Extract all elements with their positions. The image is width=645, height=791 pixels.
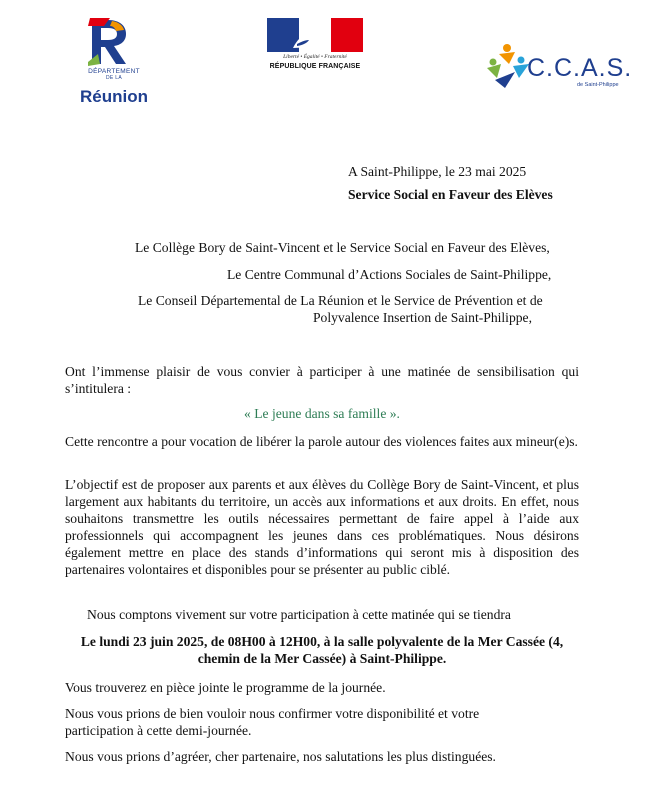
paragraph-attachment: Vous trouverez en pièce jointe le programme de la journée. <box>65 680 386 695</box>
event-date-line-1: Le lundi 23 juin 2025, de 08H00 à 12H00, à la salle polyvalente de la Mer Cassée (4, <box>80 634 564 649</box>
ccas-subtitle: de Saint-Philippe <box>577 82 619 88</box>
paragraph-objective: L’objectif est de proposer aux parents et aux élèves du Collège Bory de Saint-Vincent, et plus largement aux habitants du territoire, un accès aux informations et aux droits. En effet, nous souhaitons transmettre les outils nécessaires permettant de faire appel à l’aide aux professionnels qui accompagnent les jeunes dans ces problématiques. Nous désirons également mettre en place des stands d’informations qui seront mis à disposition des partenaires volontaires et disponibles pour se présenter au public ciblé. <box>65 477 579 577</box>
rf-motto: Liberté • Égalité • Fraternité <box>283 54 347 60</box>
event-date-line-2: chemin de la Mer Cassée) à Saint-Philippe. <box>197 651 447 666</box>
addressee-4: Polyvalence Insertion de Saint-Philippe, <box>313 310 532 325</box>
reunion-name: Réunion <box>80 87 148 106</box>
republique-francaise-logo <box>267 18 363 78</box>
reunion-department-logo <box>78 18 150 106</box>
ccas-people-icon <box>485 42 533 90</box>
ccas-logo <box>485 42 633 94</box>
marianne-flag-icon <box>267 18 363 52</box>
reunion-r-icon <box>86 18 130 68</box>
paragraph-purpose: Cette rencontre a pour vocation de libérer la parole autour des violences faites aux mineur(e)s. <box>65 434 578 449</box>
paragraph-confirm-2: participation à cette demi-journée. <box>65 723 252 738</box>
addressee-1: Le Collège Bory de Saint-Vincent et le Service Social en Faveur des Elèves, <box>135 240 550 255</box>
paragraph-confirm-1: Nous vous prions de bien vouloir nous confirmer votre disponibilité et votre <box>65 706 480 721</box>
department-label: DÉPARTEMENT DE LA <box>88 68 140 81</box>
closing-salutation: Nous vous prions d’agréer, cher partenaire, nos salutations les plus distinguées. <box>65 749 496 764</box>
addressee-3: Le Conseil Départemental de La Réunion et le Service de Prévention et de <box>138 293 543 308</box>
service-line: Service Social en Faveur des Elèves <box>348 187 553 202</box>
ccas-name: C.C.A.S. <box>527 54 633 82</box>
addressee-2: Le Centre Communal d’Actions Sociales de Saint-Philippe, <box>227 267 552 282</box>
place-date: A Saint-Philippe, le 23 mai 2025 <box>348 164 527 179</box>
paragraph-participation: Nous comptons vivement sur votre participation à cette matinée qui se tiendra <box>87 607 511 622</box>
rf-name: RÉPUBLIQUE FRANÇAISE <box>269 63 361 70</box>
event-title: « Le jeune dans sa famille ». <box>244 406 400 421</box>
intro-paragraph: Ont l’immense plaisir de vous convier à participer à une matinée de sensibilisation qui s’intitulera : <box>65 364 579 396</box>
